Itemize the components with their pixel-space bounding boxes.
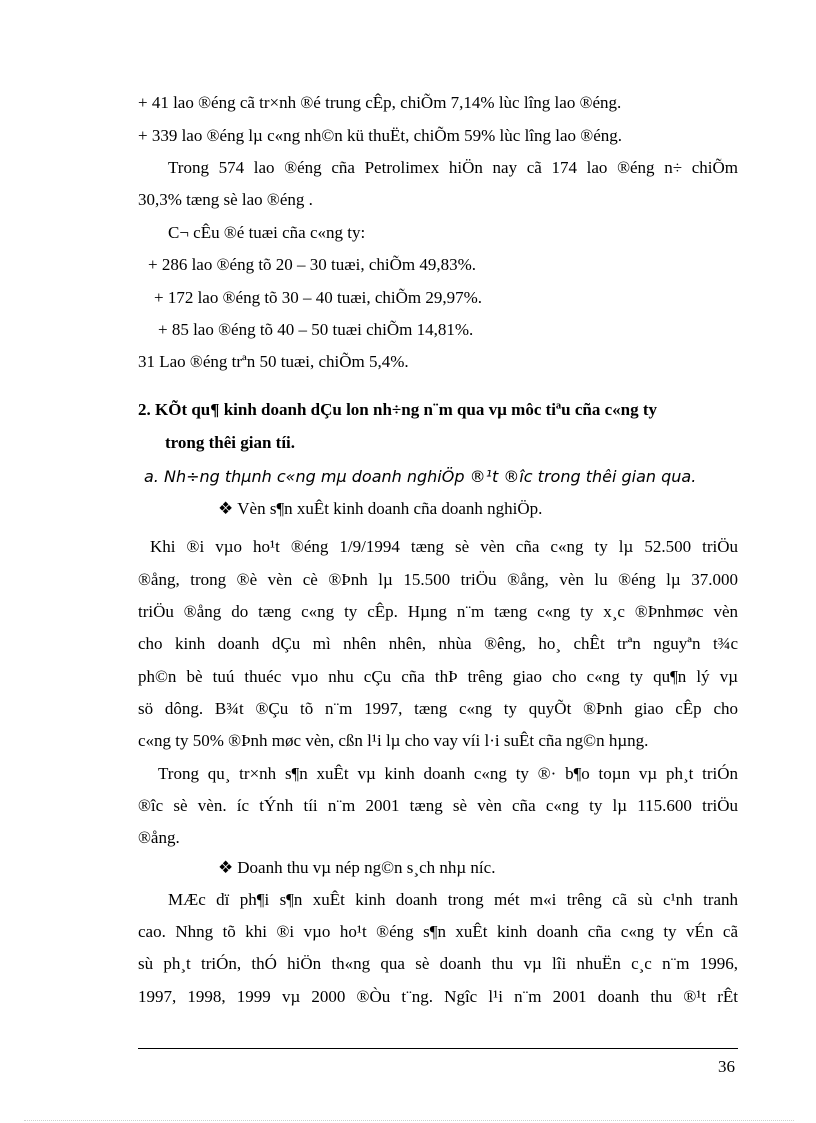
text-line: sù ph¸t triÓn, thÓ hiÖn th«ng qua sè doanh thu vµ lîi nhuËn c¸c n¨m 1996, [138,954,738,973]
bullet-item [218,858,495,878]
text-line: + 339 lao ®éng lµ c«ng nh©n kü thuËt, chiÕm 59% lùc lîng lao ®éng. [138,126,623,145]
text-line: cho kinh doanh dÇu mì nhên nhên, nhùa ®êng, ho¸ chÊt trªn nguyªn t¾c [138,634,738,653]
text-line: + 172 lao ®éng tõ 30 – 40 tuæi, chiÕm 29,97%. [154,288,483,307]
text-line: + 41 lao ®éng cã tr×nh ®é trung cÊp, chiÕm 7,14% lùc lîng lao ®éng. [138,93,622,112]
section-heading-cont: trong thêi gian tíi. [165,433,296,452]
subsection-heading: a. Nh÷ng thµnh c«ng mµ doanh nghiÖp ®¹t ®îc trong thêi gian qua. [144,467,697,486]
text-line: ®ång. [138,828,180,847]
text-line: ®ång, trong ®è vèn cè ®Þnh lµ 15.500 triÖu ®ång, vèn lu ®éng lµ 37.000 [138,570,738,589]
bullet-text: Vèn s¶n xuÊt kinh doanh cña doanh nghiÖp. [237,499,543,518]
page-number: 36 [718,1057,735,1076]
text-line: ®îc sè vèn. íc tÝnh tíi n¨m 2001 tæng sè vèn cña c«ng ty lµ 115.600 triÖu [138,796,738,815]
text-line: cao. Nhng tõ khi ®i vµo ho¹t ®éng s¶n xuÊt kinh doanh cña c«ng ty vÉn cã [138,922,738,941]
text-line: ph©n bè tuú thuéc vµo nhu cÇu cña thÞ trêng giao cho c«ng ty qu¶n lý vµ [138,667,738,686]
section-heading: 2. KÕt qu¶ kinh doanh dÇu lon nh÷ng n¨m qua vµ môc tiªu cña c«ng ty [138,400,657,419]
text-line: sö dông. B¾t ®Çu tõ n¨m 1997, tæng c«ng ty quyÕt ®Þnh giao cÊp cho [138,699,738,718]
bullet-text: Doanh thu vµ nép ng©n s¸ch nhµ níc. [237,858,496,877]
footer-rule [138,1048,738,1049]
text-line: triÖu ®ång do tæng c«ng ty cÊp. Hµng n¨m tæng c«ng ty x¸c ®Þnhmøc vèn [138,602,738,621]
text-line: c«ng ty 50% ®Þnh møc vèn, cßn l¹i lµ cho vay víi l·i suÊt cña ng©n hµng. [138,731,649,750]
text-line: Trong 574 lao ®éng cña Petrolimex hiÖn nay cã 174 lao ®éng n÷ chiÕm [168,158,738,177]
text-line: Khi ®i vµo ho¹t ®éng 1/9/1994 tæng sè vèn cña c«ng ty lµ 52.500 triÖu [150,537,738,556]
diamond-bullet-icon: ❖ [218,499,234,518]
text-line: C¬ cÊu ®é tuæi cña c«ng ty: [168,223,366,242]
text-line: + 286 lao ®éng tõ 20 – 30 tuæi, chiÕm 49,83%. [148,255,477,274]
text-line: 30,3% tæng sè lao ®éng . [138,190,313,209]
text-line: MÆc dï ph¶i s¶n xuÊt kinh doanh trong mét m«i trêng cã sù c¹nh tranh [168,890,738,909]
page-bottom-border [24,1120,794,1121]
text-line: Trong qu¸ tr×nh s¶n xuÊt vµ kinh doanh c«ng ty ®· b¶o toµn vµ ph¸t triÓn [158,764,738,783]
diamond-bullet-icon: ❖ [218,858,234,877]
bullet-item [218,499,542,519]
text-line: 31 Lao ®éng trªn 50 tuæi, chiÕm 5,4%. [138,352,409,371]
text-line: 1997, 1998, 1999 vµ 2000 ®Òu t¨ng. Ngîc l¹i n¨m 2001 doanh thu ®¹t rÊt [138,987,738,1006]
text-line: + 85 lao ®éng tõ 40 – 50 tuæi chiÕm 14,81%. [158,320,474,339]
